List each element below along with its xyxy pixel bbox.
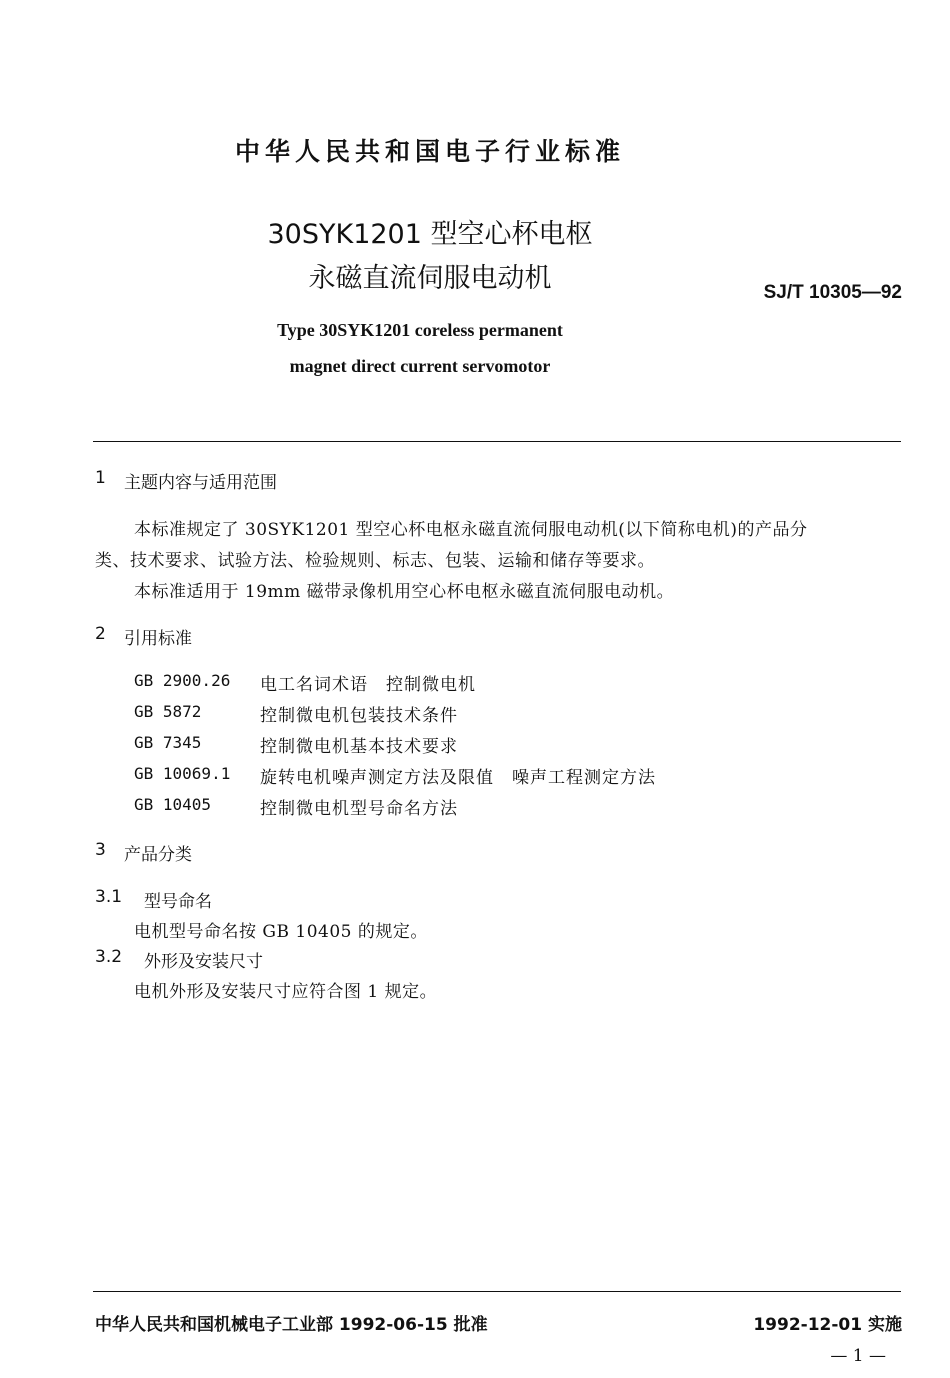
standard-title-cn-line1: 30SYK1201 型空心杯电枢 <box>267 219 593 250</box>
section-3-2-title: 外形及安装尺寸 <box>144 952 263 972</box>
section-1-number: 1 <box>95 468 106 488</box>
footer-divider <box>93 1291 901 1292</box>
section-3-number: 3 <box>95 840 106 860</box>
section-2-title: 引用标准 <box>124 629 192 649</box>
section-1-title: 主题内容与适用范围 <box>124 473 277 493</box>
reference-code: GB 7345 <box>134 733 202 752</box>
section-3-2-number: 3.2 <box>95 947 123 967</box>
section-1-para1-line2: 类、技术要求、试验方法、检验规则、标志、包装、运输和储存等要求。 <box>95 551 655 571</box>
standard-title-en-line2: magnet direct current servomotor <box>289 356 551 376</box>
standard-code: SJ/T 10305—92 <box>763 282 902 303</box>
section-3-1-text: 电机型号命名按 GB 10405 的规定。 <box>134 922 428 942</box>
page-number: — 1 — <box>830 1346 886 1366</box>
reference-code: GB 2900.26 <box>134 671 231 690</box>
approval-line: 中华人民共和国机械电子工业部 1992-06-15 批准 <box>95 1315 488 1335</box>
section-1-para2: 本标准适用于 19mm 磁带录像机用空心杯电枢永磁直流伺服电动机。 <box>134 582 675 602</box>
section-3-1-number: 3.1 <box>95 887 123 907</box>
reference-code: GB 5872 <box>134 702 202 721</box>
reference-code: GB 10405 <box>134 795 212 814</box>
section-3-title: 产品分类 <box>124 845 192 865</box>
reference-title: 电工名词术语 控制微电机 <box>260 675 476 695</box>
section-2-number: 2 <box>95 624 106 644</box>
reference-title: 控制微电机包装技术条件 <box>260 706 458 726</box>
reference-code: GB 10069.1 <box>134 764 231 783</box>
standard-title-en-line1: Type 30SYK1201 coreless permanent <box>277 320 563 340</box>
section-3-2-text: 电机外形及安装尺寸应符合图 1 规定。 <box>134 982 438 1002</box>
reference-title: 旋转电机噪声测定方法及限值 噪声工程测定方法 <box>260 768 656 788</box>
standard-title-cn-line2: 永磁直流伺服电动机 <box>308 263 552 294</box>
issuing-body-title: 中华人民共和国电子行业标准 <box>234 137 625 166</box>
reference-title: 控制微电机基本技术要求 <box>260 737 458 757</box>
section-3-1-title: 型号命名 <box>144 892 212 912</box>
section-1-para1-line1: 本标准规定了 30SYK1201 型空心杯电枢永磁直流伺服电动机(以下简称电机)的产品分 <box>134 520 808 540</box>
header-divider <box>93 441 901 442</box>
effective-date: 1992-12-01 实施 <box>753 1315 902 1335</box>
reference-title: 控制微电机型号命名方法 <box>260 799 458 819</box>
